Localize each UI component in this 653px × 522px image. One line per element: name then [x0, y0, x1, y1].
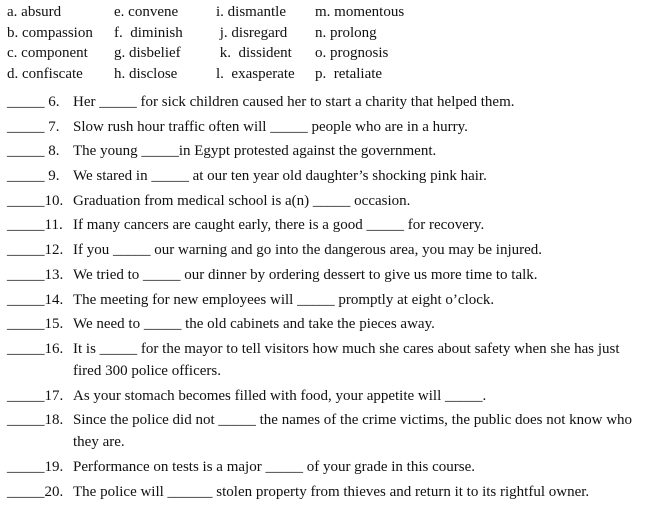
answer-blank[interactable]: _____19. — [7, 458, 64, 475]
word-option: g. disbelief — [114, 45, 181, 61]
answer-blank[interactable]: _____ 6. — [7, 94, 60, 110]
question-item — [7, 91, 647, 113]
question-text: Her _____ for sick children caused her to start a charity that helped them. — [73, 94, 515, 110]
word-option: p. retaliate — [315, 65, 383, 82]
answer-blank[interactable]: _____10. — [7, 192, 64, 209]
answer-blank[interactable]: _____18. — [7, 412, 64, 429]
word-option: b. compassion — [7, 24, 93, 41]
question-text: As your stomach becomes filled with food, your appetite will _____. — [73, 387, 487, 404]
word-option: k. dissident — [216, 45, 292, 61]
question-text: The police will ______ stolen property from thieves and return it to its rightful owner. — [73, 483, 590, 500]
question-item — [7, 190, 647, 212]
question-text: Since the police did not _____ the names of the crime victims, the public does not know who they are. — [73, 412, 633, 451]
question-item — [7, 409, 647, 453]
question-text: The young _____in Egypt protested against the government. — [73, 143, 437, 160]
word-option: l. exasperate — [216, 65, 295, 82]
question-item — [7, 456, 647, 478]
question-item — [7, 165, 647, 187]
answer-blank[interactable]: _____13. — [7, 266, 64, 283]
question-item — [7, 385, 647, 407]
question-text: We stared in _____ at our ten year old daughter’s shocking pink hair. — [73, 168, 487, 185]
question-text: Slow rush hour traffic often will _____ people who are in a hurry. — [73, 118, 468, 135]
question-text: If many cancers are caught early, there is a good _____ for recovery. — [73, 217, 485, 234]
answer-blank[interactable]: _____ 8. — [7, 143, 60, 160]
question-item — [7, 140, 647, 162]
word-option: m. momentous — [315, 4, 405, 20]
word-option: f. diminish — [114, 24, 183, 41]
word-option: d. confiscate — [7, 65, 83, 82]
answer-blank[interactable]: _____15. — [7, 316, 64, 333]
word-option: e. convene — [114, 4, 179, 20]
question-item — [7, 116, 647, 138]
question-item — [7, 214, 647, 236]
word-option: h. disclose — [114, 65, 178, 82]
question-text: Performance on tests is a major _____ of your grade in this course. — [73, 458, 475, 475]
question-item — [7, 338, 647, 382]
question-text: If you _____ our warning and go into the dangerous area, you may be injured. — [73, 242, 543, 259]
word-option: j. disregard — [216, 24, 288, 41]
question-item — [7, 313, 647, 335]
answer-blank[interactable]: _____ 9. — [7, 168, 60, 185]
question-text: It is _____ for the mayor to tell visitors how much she cares about safety when she has just fired 300 police officers. — [73, 340, 620, 379]
question-text: The meeting for new employees will _____ promptly at eight o’clock. — [73, 291, 495, 308]
question-item — [7, 481, 647, 503]
question-text: Graduation from medical school is a(n) _____ occasion. — [73, 192, 411, 209]
answer-blank[interactable]: _____17. — [7, 387, 64, 404]
answer-blank[interactable]: _____ 7. — [7, 118, 60, 135]
question-item — [7, 289, 647, 311]
answer-blank[interactable]: _____20. — [7, 483, 64, 500]
word-option: o. prognosis — [315, 45, 389, 61]
word-option: n. prolong — [315, 24, 377, 41]
question-text: We tried to _____ our dinner by ordering dessert to give us more time to talk. — [73, 266, 538, 283]
question-item — [7, 239, 647, 261]
question-text: We need to _____ the old cabinets and take the pieces away. — [73, 316, 435, 333]
word-option: i. dismantle — [216, 4, 286, 20]
answer-blank[interactable]: _____14. — [7, 291, 64, 308]
question-list — [7, 91, 647, 503]
question-item — [7, 264, 647, 286]
answer-blank[interactable]: _____16. — [7, 340, 64, 357]
word-option: c. component — [7, 45, 88, 61]
word-option: a. absurd — [7, 4, 62, 20]
answer-blank[interactable]: _____11. — [7, 217, 63, 234]
answer-blank[interactable]: _____12. — [7, 242, 64, 259]
